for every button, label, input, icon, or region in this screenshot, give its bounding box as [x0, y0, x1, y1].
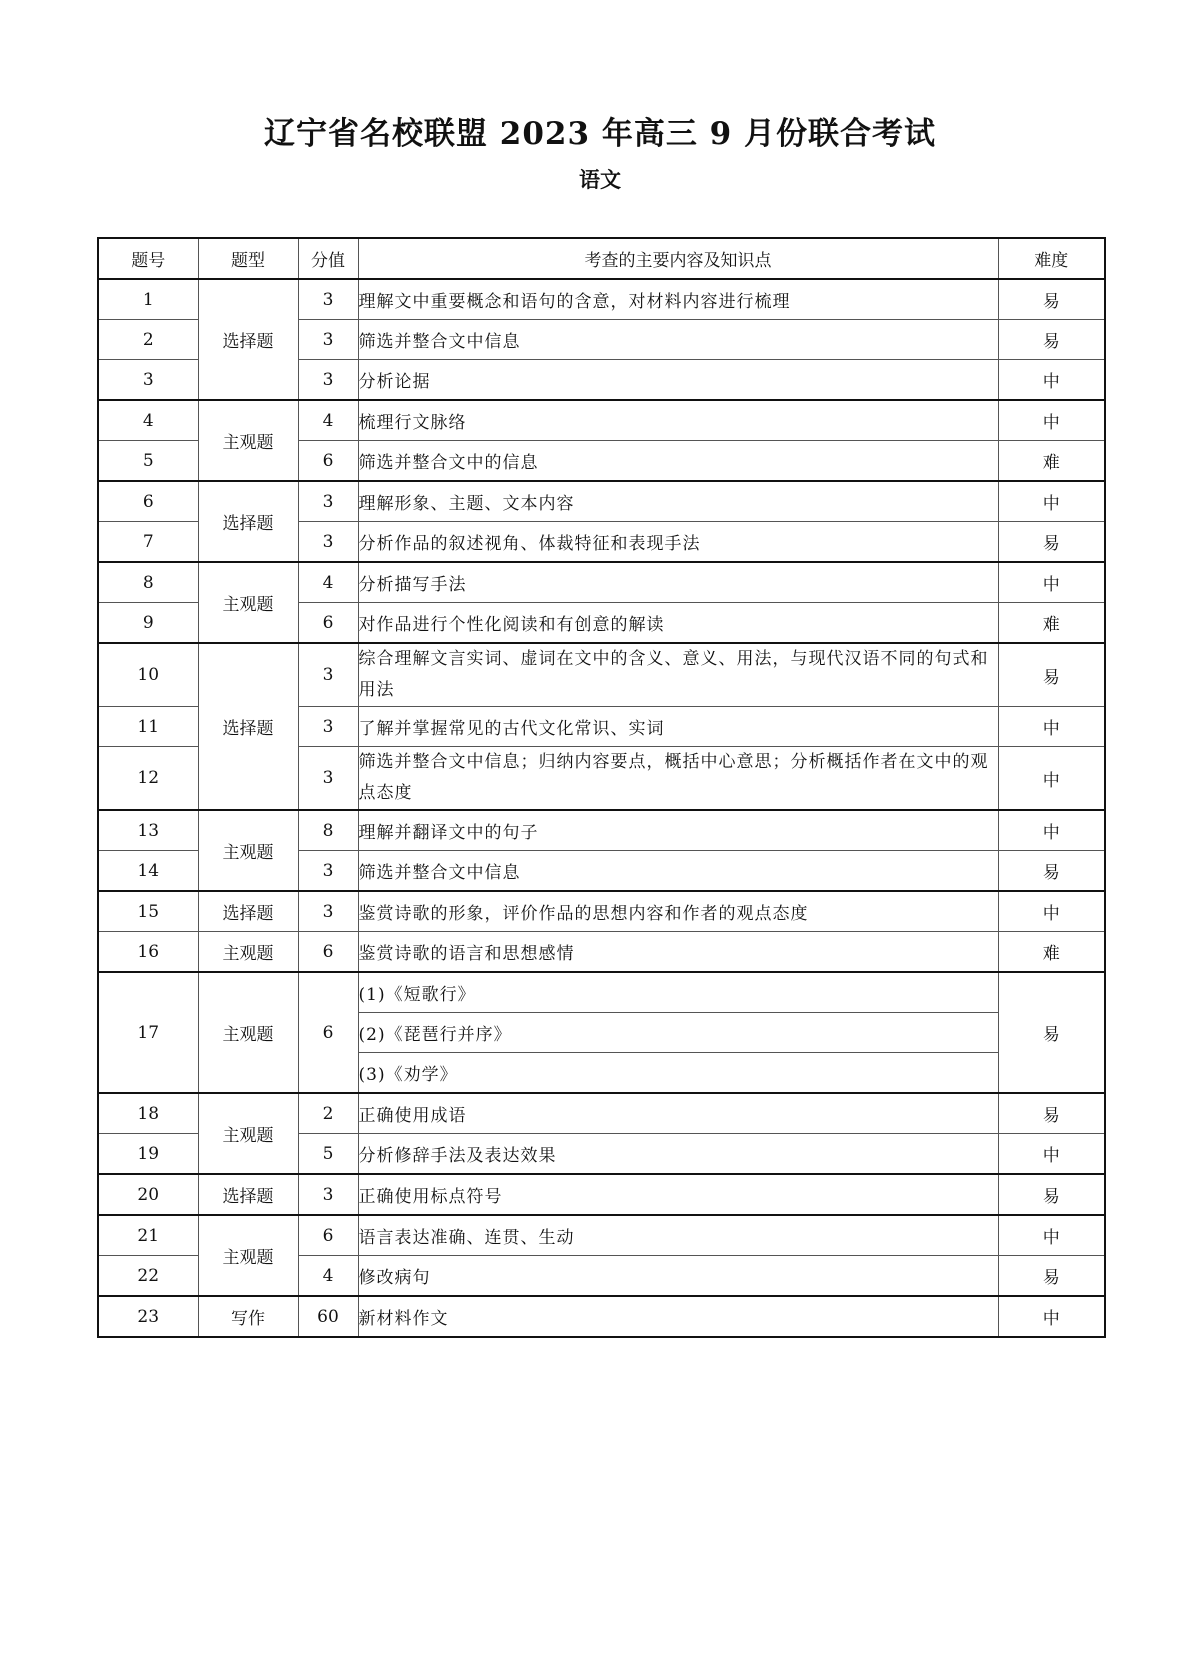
table-row	[98, 1093, 1105, 1134]
question-no: 17	[98, 972, 198, 1093]
score: 6	[298, 441, 358, 482]
score: 3	[298, 522, 358, 563]
content: 理解并翻译文中的句子	[358, 810, 998, 851]
question-type: 写作	[198, 1296, 298, 1337]
question-type: 主观题	[198, 400, 298, 481]
difficulty: 中	[998, 481, 1105, 522]
content: 语言表达准确、连贯、生动	[358, 1215, 998, 1256]
question-no: 5	[98, 441, 198, 482]
table-header-row	[98, 238, 1105, 279]
question-type: 选择题	[198, 481, 298, 562]
question-no: 1	[98, 279, 198, 320]
header-content: 考查的主要内容及知识点	[358, 238, 998, 279]
score: 8	[298, 810, 358, 851]
content-item: (3)《劝学》	[358, 1053, 998, 1094]
score: 5	[298, 1134, 358, 1175]
table-row	[98, 481, 1105, 522]
content: 鉴赏诗歌的形象，评价作品的思想内容和作者的观点态度	[358, 891, 998, 932]
question-no: 6	[98, 481, 198, 522]
score: 3	[298, 481, 358, 522]
content: 筛选并整合文中信息；归纳内容要点，概括中心意思；分析概括作者在文中的观点态度	[358, 747, 998, 811]
subject-subtitle: 语文	[579, 167, 621, 192]
header-question-no: 题号	[98, 238, 198, 279]
difficulty: 难	[998, 932, 1105, 973]
content: 梳理行文脉络	[358, 400, 998, 441]
difficulty: 易	[998, 1174, 1105, 1215]
content: 理解文中重要概念和语句的含意，对材料内容进行梳理	[358, 279, 998, 320]
score: 4	[298, 1256, 358, 1297]
difficulty: 易	[998, 972, 1105, 1093]
table-row	[98, 932, 1105, 973]
question-type: 主观题	[198, 932, 298, 973]
difficulty: 易	[998, 1093, 1105, 1134]
score: 2	[298, 1093, 358, 1134]
question-no: 20	[98, 1174, 198, 1215]
score: 4	[298, 400, 358, 441]
score: 3	[298, 320, 358, 360]
score: 3	[298, 851, 358, 892]
question-type: 主观题	[198, 972, 298, 1093]
score: 3	[298, 1174, 358, 1215]
table-row	[98, 810, 1105, 851]
content: 筛选并整合文中的信息	[358, 441, 998, 482]
table-row	[98, 1174, 1105, 1215]
question-no: 7	[98, 522, 198, 563]
question-no: 3	[98, 360, 198, 401]
question-no: 14	[98, 851, 198, 892]
difficulty: 中	[998, 747, 1105, 811]
difficulty: 易	[998, 279, 1105, 320]
difficulty: 易	[998, 851, 1105, 892]
content: 正确使用成语	[358, 1093, 998, 1134]
content: 鉴赏诗歌的语言和思想感情	[358, 932, 998, 973]
content: 筛选并整合文中信息	[358, 320, 998, 360]
question-no: 11	[98, 707, 198, 747]
score: 3	[298, 643, 358, 707]
score: 6	[298, 603, 358, 644]
difficulty: 中	[998, 562, 1105, 603]
difficulty: 中	[998, 891, 1105, 932]
difficulty: 中	[998, 1215, 1105, 1256]
score: 3	[298, 707, 358, 747]
table-row	[98, 1215, 1105, 1256]
difficulty: 难	[998, 603, 1105, 644]
question-no: 12	[98, 747, 198, 811]
content-item: (1)《短歌行》	[358, 972, 998, 1013]
question-no: 21	[98, 1215, 198, 1256]
question-no: 13	[98, 810, 198, 851]
table-row	[98, 972, 1105, 1013]
score: 3	[298, 360, 358, 401]
content: 分析修辞手法及表达效果	[358, 1134, 998, 1175]
difficulty: 中	[998, 810, 1105, 851]
content-item: (2)《琵琶行并序》	[358, 1013, 998, 1053]
content: 筛选并整合文中信息	[358, 851, 998, 892]
content: 正确使用标点符号	[358, 1174, 998, 1215]
content: 对作品进行个性化阅读和有创意的解读	[358, 603, 998, 644]
content: 分析论据	[358, 360, 998, 401]
question-no: 15	[98, 891, 198, 932]
question-type: 主观题	[198, 1215, 298, 1296]
question-no: 16	[98, 932, 198, 973]
score: 4	[298, 562, 358, 603]
content: 了解并掌握常见的古代文化常识、实词	[358, 707, 998, 747]
score: 6	[298, 1215, 358, 1256]
difficulty: 难	[998, 441, 1105, 482]
content: 分析作品的叙述视角、体裁特征和表现手法	[358, 522, 998, 563]
question-no: 8	[98, 562, 198, 603]
difficulty: 易	[998, 643, 1105, 707]
question-no: 18	[98, 1093, 198, 1134]
difficulty: 易	[998, 522, 1105, 563]
question-type: 选择题	[198, 891, 298, 932]
table-row	[98, 891, 1105, 932]
table-row	[98, 1296, 1105, 1337]
header-difficulty: 难度	[998, 238, 1105, 279]
question-no: 23	[98, 1296, 198, 1337]
difficulty: 易	[998, 1256, 1105, 1297]
difficulty: 中	[998, 707, 1105, 747]
question-type: 选择题	[198, 279, 298, 400]
score: 3	[298, 891, 358, 932]
score: 6	[298, 972, 358, 1093]
content: 综合理解文言实词、虚词在文中的含义、意义、用法，与现代汉语不同的句式和用法	[358, 643, 998, 707]
question-no: 10	[98, 643, 198, 707]
header-question-type: 题型	[198, 238, 298, 279]
content: 分析描写手法	[358, 562, 998, 603]
difficulty: 中	[998, 1296, 1105, 1337]
question-no: 2	[98, 320, 198, 360]
question-no: 4	[98, 400, 198, 441]
score: 6	[298, 932, 358, 973]
exam-spec-table	[97, 237, 1106, 1338]
table-row	[98, 643, 1105, 707]
question-type: 主观题	[198, 810, 298, 891]
difficulty: 易	[998, 320, 1105, 360]
difficulty: 中	[998, 360, 1105, 401]
content: 理解形象、主题、文本内容	[358, 481, 998, 522]
page-title: 辽宁省名校联盟 2023 年高三 9 月份联合考试	[263, 116, 937, 152]
question-type: 主观题	[198, 562, 298, 643]
table-row	[98, 279, 1105, 320]
question-type: 主观题	[198, 1093, 298, 1174]
score: 3	[298, 747, 358, 811]
question-no: 22	[98, 1256, 198, 1297]
difficulty: 中	[998, 1134, 1105, 1175]
difficulty: 中	[998, 400, 1105, 441]
score: 3	[298, 279, 358, 320]
content: 修改病句	[358, 1256, 998, 1297]
question-type: 选择题	[198, 643, 298, 810]
question-no: 9	[98, 603, 198, 644]
score: 60	[298, 1296, 358, 1337]
question-type: 选择题	[198, 1174, 298, 1215]
content: 新材料作文	[358, 1296, 998, 1337]
header-score: 分值	[298, 238, 358, 279]
table-row	[98, 400, 1105, 441]
question-no: 19	[98, 1134, 198, 1175]
table-row	[98, 562, 1105, 603]
